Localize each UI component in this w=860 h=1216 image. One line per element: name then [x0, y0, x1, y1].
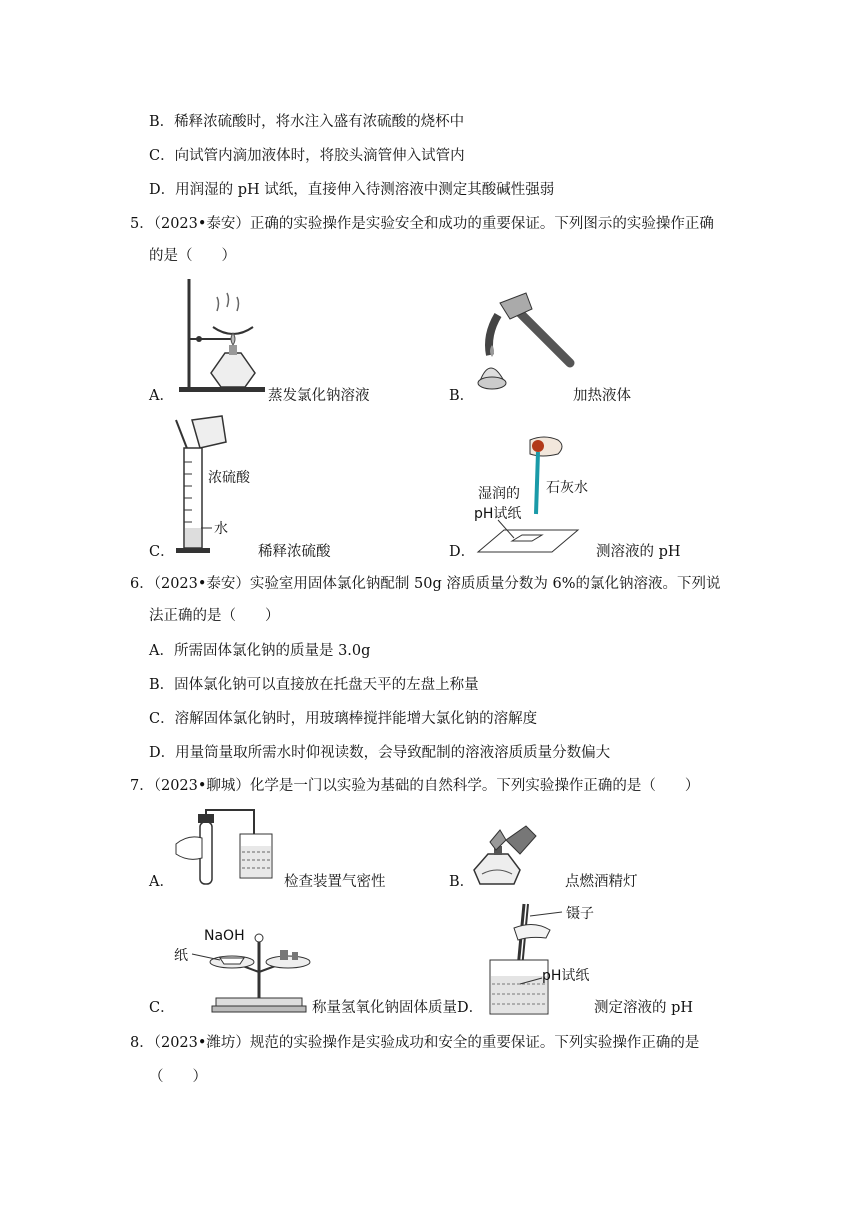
airtightness-check-figure	[172, 808, 282, 888]
q7-b-caption: 点燃酒精灯	[565, 874, 638, 890]
q4-option-b: B．稀释浓硫酸时，将水注入盛有浓硫酸的烧杯中	[149, 114, 465, 130]
tweezers-label: 镊子	[566, 906, 594, 922]
q7-b-letter: B．	[449, 874, 475, 890]
q7-a-caption: 检查装置气密性	[284, 874, 386, 890]
q5-stem-line1: 5．（2023•泰安）正确的实验操作是实验安全和成功的重要保证。下列图示的实验操作正确	[130, 216, 714, 232]
q5-c-caption: 稀释浓硫酸	[258, 544, 331, 560]
water-label: 水	[214, 521, 228, 537]
paper-label: 纸	[174, 948, 188, 964]
q5-d-caption: 测溶液的 pH	[596, 544, 681, 560]
naoh-label: NaOH	[204, 928, 245, 944]
q6-option-b: B．固体氯化钠可以直接放在托盘天平的左盘上称量	[149, 677, 479, 693]
q4-option-d: D．用润湿的 pH 试纸，直接伸入待测溶液中测定其酸碱性强弱	[149, 182, 555, 198]
acid-label: 浓硫酸	[208, 470, 250, 486]
evaporation-apparatus-figure	[175, 275, 270, 395]
q7-stem: 7．（2023•聊城）化学是一门以实验为基础的自然科学。下列实验操作正确的是（ ）	[130, 778, 700, 794]
q7-c-caption: 称量氢氧化钠固体质量D．	[312, 1000, 484, 1016]
q5-a-caption: 蒸发氯化钠溶液	[268, 388, 370, 404]
q6-option-c: C．溶解固体氯化钠时，用玻璃棒搅拌能增大氯化钠的溶解度	[149, 711, 538, 727]
q6-stem-line2: 法正确的是（ ）	[149, 608, 280, 624]
q5-stem-line2: 的是（ ）	[149, 248, 236, 264]
q8-stem-line1: 8．（2023•潍坊）规范的实验操作是实验成功和安全的重要保证。下列实验操作正确的是	[130, 1035, 700, 1051]
ph-tweezers-figure	[480, 900, 600, 1018]
q7-d-caption: 测定溶液的 pH	[594, 1000, 694, 1016]
q5-a-letter: A．	[149, 388, 174, 404]
q5-b-letter: B．	[449, 388, 475, 404]
q7-a-letter: A．	[149, 874, 174, 890]
q5-c-letter: C．	[149, 544, 175, 560]
q5-b-caption: 加热液体	[573, 388, 631, 404]
wet-paper-label-line1: 湿润的	[478, 486, 520, 502]
limewater-label: 石灰水	[546, 480, 588, 496]
ph-test-figure	[470, 434, 590, 559]
q6-stem-line1: 6．（2023•泰安）实验室用固体氯化钠配制 50g 溶质质量分数为 6%的氯化钠溶液。下列说	[130, 576, 721, 592]
dilute-acid-figure	[170, 412, 270, 557]
ph-paper-label: pH试纸	[542, 968, 590, 984]
balance-naoh-figure	[172, 922, 317, 1017]
q4-option-c: C．向试管内滴加液体时，将胶头滴管伸入试管内	[149, 148, 465, 164]
q8-stem-line2: （ ）	[149, 1069, 207, 1085]
heating-liquid-figure	[470, 285, 580, 395]
q6-option-d: D．用量筒量取所需水时仰视读数，会导致配制的溶液溶质质量分数偏大	[149, 745, 611, 761]
q6-option-a: A．所需固体氯化钠的质量是 3.0g	[149, 643, 371, 659]
q5-d-letter: D．	[449, 544, 476, 560]
wet-paper-label-line2: pH试纸	[474, 506, 522, 522]
alcohol-lamp-figure	[472, 826, 542, 888]
q7-c-letter: C．	[149, 1000, 175, 1016]
